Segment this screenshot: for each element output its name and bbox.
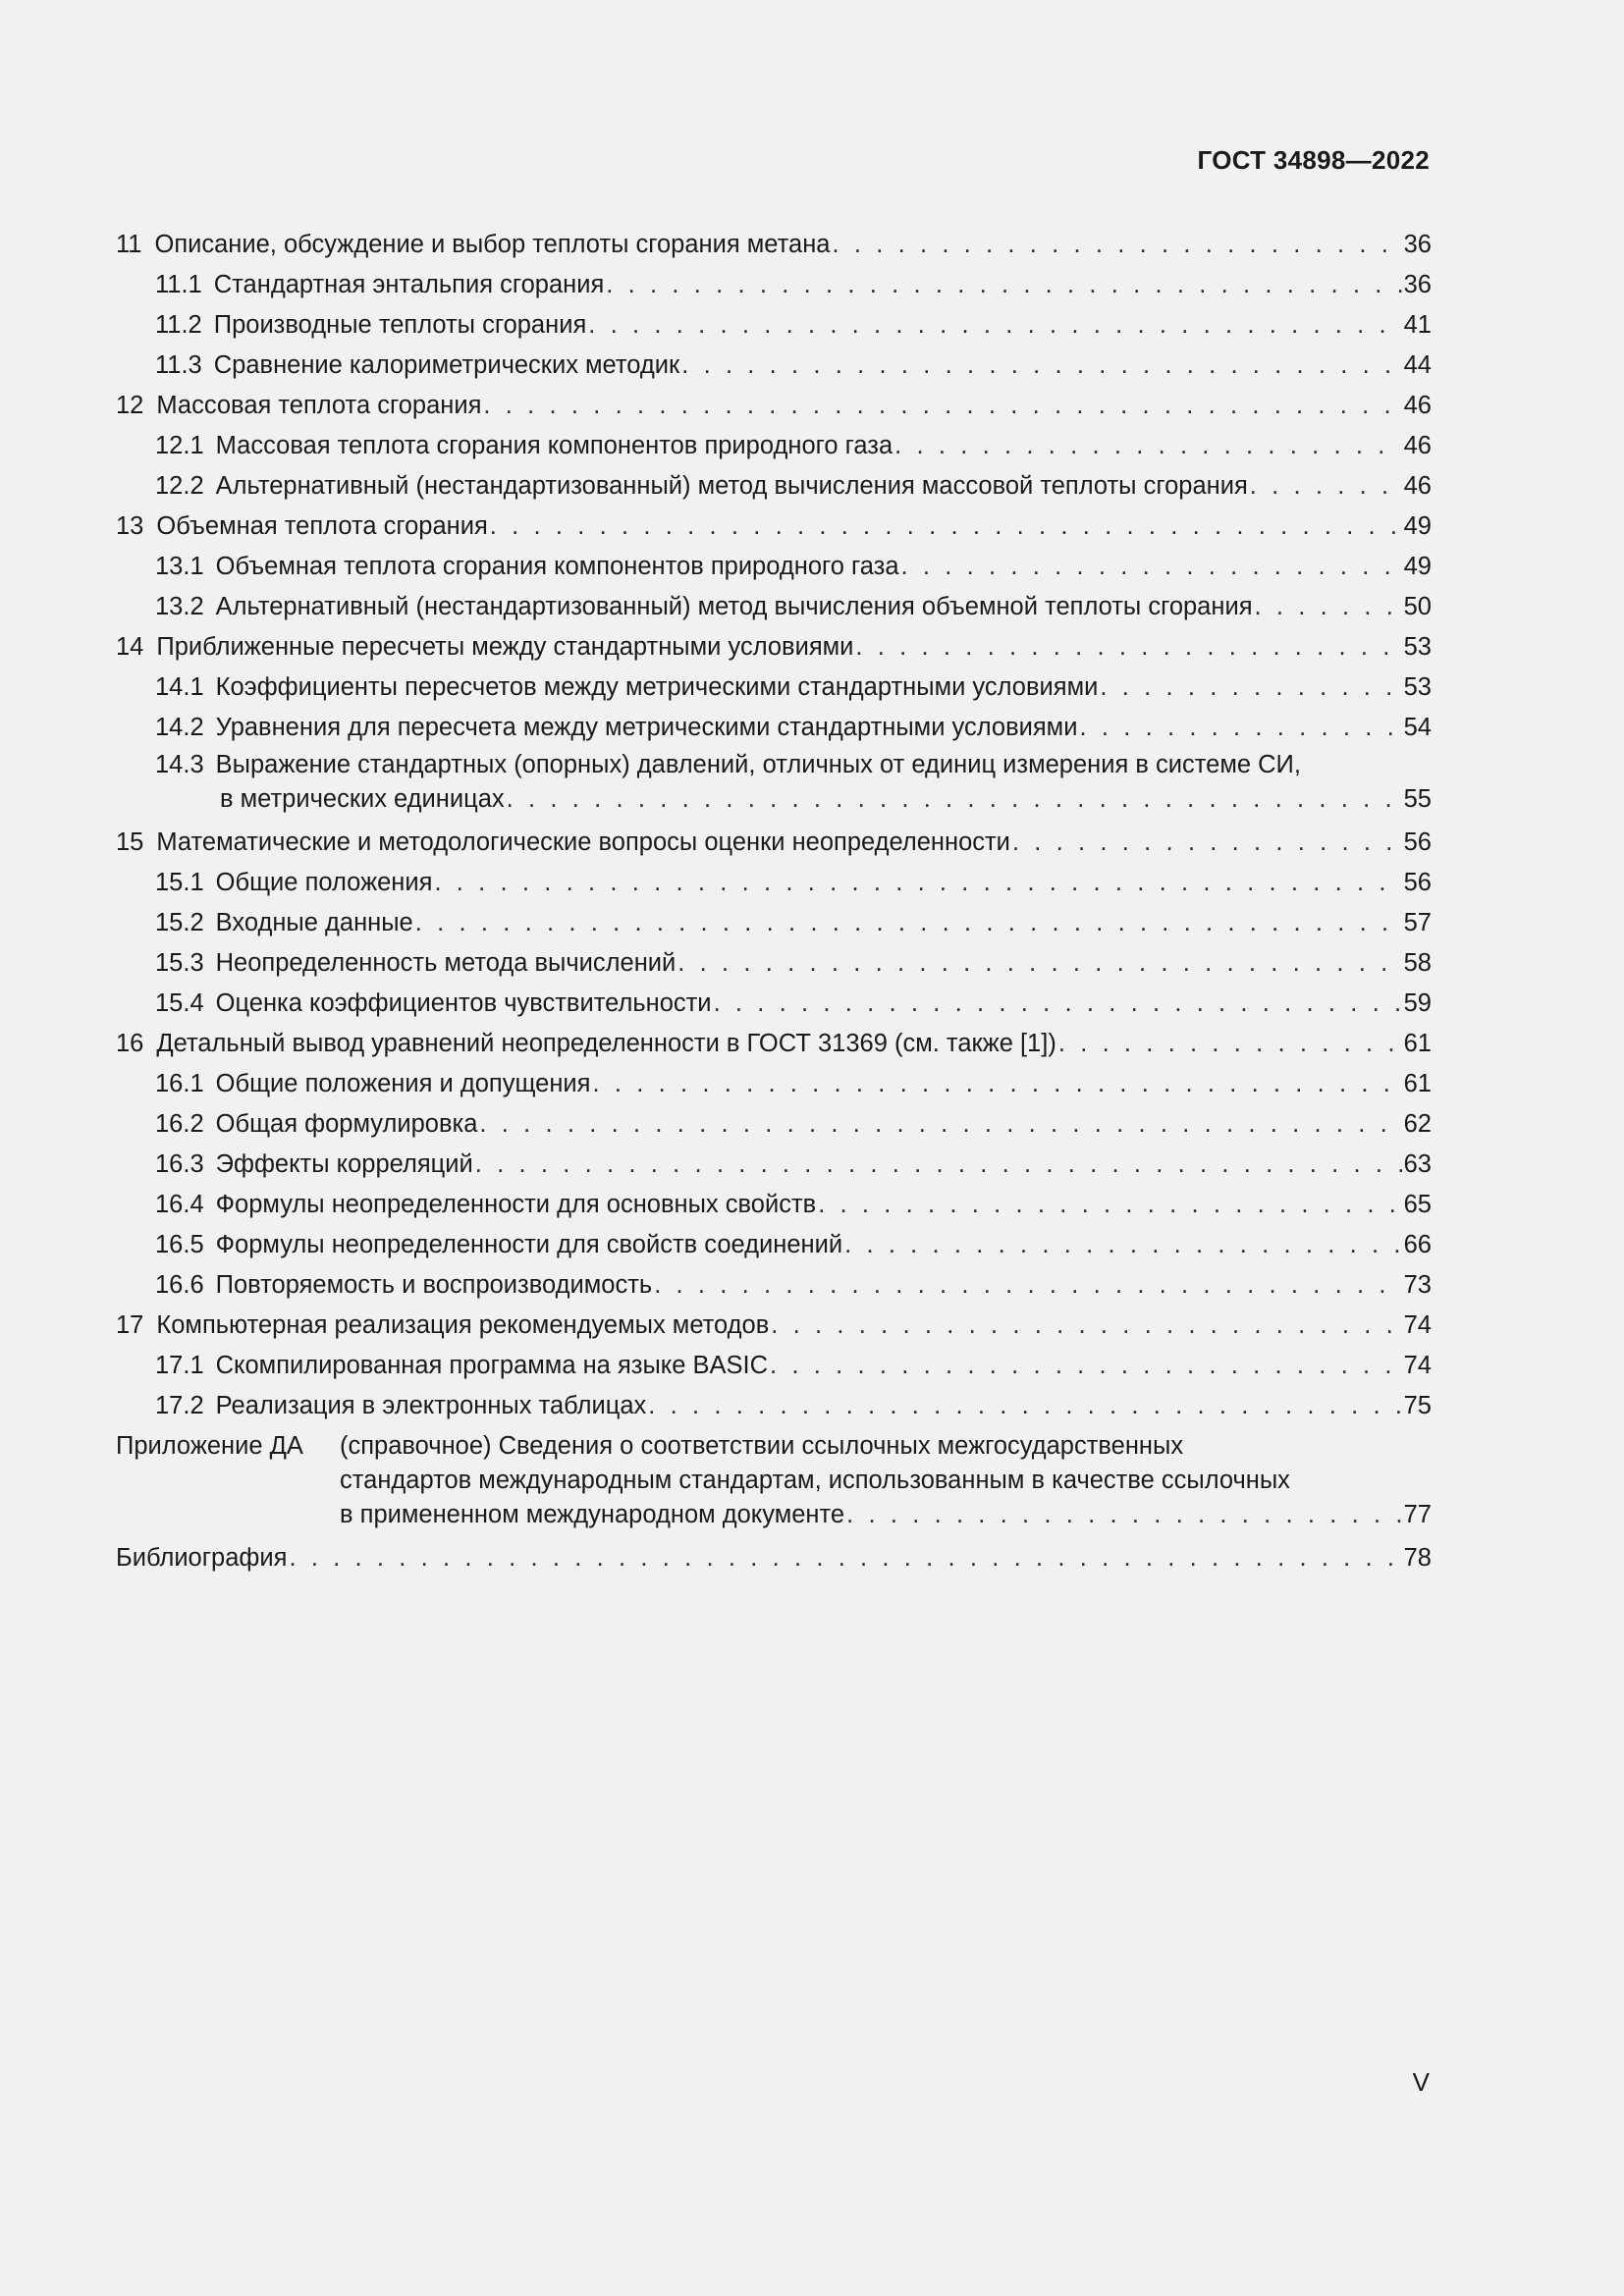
toc-dot-leader	[832, 225, 1401, 265]
toc-entry-page: 49	[1403, 553, 1432, 580]
toc-dot-leader	[507, 782, 1402, 817]
toc-entry-page: 63	[1403, 1150, 1432, 1178]
toc-dot-leader	[289, 1538, 1401, 1578]
toc-entry-13-2[interactable]	[116, 587, 1432, 627]
toc-entry-15-3[interactable]	[116, 943, 1432, 984]
page-number: V	[1412, 2067, 1430, 2097]
toc-entry-number: 11	[116, 231, 142, 258]
toc-entry-page: 53	[1403, 673, 1432, 701]
toc-entry-title: Коэффициенты пересчетов между метрическими стандартными условиями	[215, 673, 1099, 701]
toc-dot-leader	[483, 386, 1401, 426]
toc-entry-15[interactable]	[116, 823, 1432, 863]
toc-entry-11-3[interactable]	[116, 346, 1432, 386]
toc-entry-title: Оценка коэффициентов чувствительности	[215, 989, 712, 1017]
toc-entry-number: 15.4	[155, 989, 204, 1017]
toc-entry-14-1[interactable]	[116, 667, 1432, 708]
toc-entry-number: 11.2	[155, 311, 202, 339]
toc-entry-17-1[interactable]	[116, 1346, 1432, 1386]
toc-entry-number: 14.1	[155, 673, 204, 701]
appendix-label: Приложение ДА	[116, 1432, 303, 1460]
toc-entry-number: 16.2	[155, 1110, 204, 1138]
toc-dot-leader	[1250, 466, 1402, 507]
toc-entry-number: 16.1	[155, 1070, 204, 1097]
toc-entry-number: 12.1	[155, 432, 204, 459]
toc-entry-16-6[interactable]	[116, 1265, 1432, 1306]
toc-entry-number: 12	[116, 392, 144, 419]
toc-entry-page: 78	[1403, 1544, 1432, 1572]
toc-entry-title: Компьютерная реализация рекомендуемых методов	[156, 1311, 770, 1339]
toc-entry-number: 14.2	[155, 714, 204, 741]
toc-entry-number: 17.2	[155, 1392, 204, 1419]
toc-section-1	[116, 225, 1432, 748]
toc-dot-leader	[681, 346, 1401, 386]
toc-entry-page: 53	[1403, 633, 1432, 661]
toc-entry-page: 36	[1403, 271, 1432, 298]
toc-entry-number: 11.1	[155, 271, 202, 298]
toc-dot-leader	[490, 507, 1402, 547]
toc-dot-leader	[434, 863, 1401, 903]
toc-entry-page: 61	[1403, 1070, 1432, 1097]
toc-entry-17[interactable]	[116, 1306, 1432, 1346]
toc-entry-page: 62	[1403, 1110, 1432, 1138]
toc-entry-16-2[interactable]	[116, 1104, 1432, 1145]
toc-entry-title: Общие положения и допущения	[215, 1070, 591, 1097]
toc-entry-number: 17.1	[155, 1352, 204, 1379]
toc-entry-16-3[interactable]	[116, 1145, 1432, 1185]
toc-dot-leader	[475, 1145, 1402, 1185]
toc-entry-12[interactable]	[116, 386, 1432, 426]
toc-entry-page: 36	[1403, 231, 1432, 258]
toc-entry-number: 14	[116, 633, 144, 661]
toc-entry-title: Производные теплоты сгорания	[213, 311, 587, 339]
toc-entry-17-2[interactable]	[116, 1386, 1432, 1426]
toc-entry-page: 66	[1403, 1231, 1432, 1258]
toc-entry-page: 46	[1403, 392, 1432, 419]
toc-entry-title: Описание, обсуждение и выбор теплоты сгорания метана	[154, 231, 831, 258]
toc-entry-11-1[interactable]	[116, 265, 1432, 305]
toc-entry-page: 49	[1403, 512, 1432, 540]
table-of-contents	[116, 225, 1432, 1578]
toc-entry-title: Общие положения	[215, 869, 433, 896]
toc-entry-appendix[interactable]	[116, 1429, 1432, 1532]
toc-entry-title: Реализация в электронных таблицах	[215, 1392, 647, 1419]
toc-dot-leader	[1012, 823, 1402, 863]
toc-dot-leader	[894, 426, 1401, 466]
toc-entry-13[interactable]	[116, 507, 1432, 547]
toc-entry-number: 13	[116, 512, 144, 540]
toc-entry-11[interactable]	[116, 225, 1432, 265]
toc-entry-page: 56	[1403, 869, 1432, 896]
toc-dot-leader	[479, 1104, 1401, 1145]
toc-entry-number: 15.2	[155, 909, 204, 936]
toc-entry-page: 61	[1403, 1030, 1432, 1057]
toc-dot-leader	[606, 265, 1401, 305]
toc-entry-title: Приближенные пересчеты между стандартными условиями	[156, 633, 854, 661]
toc-entry-title: Уравнения для пересчета между метрическими стандартными условиями	[215, 714, 1078, 741]
toc-dot-leader	[1079, 708, 1401, 748]
toc-entry-number: 17	[116, 1311, 144, 1339]
toc-dot-leader	[901, 547, 1402, 587]
toc-dot-leader	[592, 1064, 1401, 1104]
toc-entry-number: 14.3	[155, 751, 204, 778]
toc-entry-14-3[interactable]	[116, 748, 1432, 817]
toc-dot-leader	[771, 1306, 1401, 1346]
toc-entry-number: 15	[116, 828, 144, 856]
toc-entry-page: 54	[1403, 714, 1432, 741]
toc-entry-title: Объемная теплота сгорания компонентов природного газа	[215, 553, 899, 580]
toc-entry-15-2[interactable]	[116, 903, 1432, 943]
appendix-title-line2: стандартов международным стандартам, использованным в качестве ссылочных	[340, 1467, 1290, 1494]
toc-entry-title: Скомпилированная программа на языке BASIC	[215, 1352, 769, 1379]
toc-dot-leader	[770, 1346, 1402, 1386]
toc-entry-title: Формулы неопределенности для свойств соединений	[215, 1231, 843, 1258]
toc-entry-16-1[interactable]	[116, 1064, 1432, 1104]
toc-entry-page: 73	[1403, 1271, 1432, 1299]
toc-dot-leader	[1058, 1024, 1402, 1064]
toc-dot-leader	[654, 1265, 1401, 1306]
document-code-header: ГОСТ 34898—2022	[1197, 145, 1430, 175]
toc-entry-title: Входные данные	[215, 909, 413, 936]
toc-entry-title: Библиография	[116, 1544, 288, 1572]
toc-dot-leader	[1100, 667, 1401, 708]
toc-entry-16-4[interactable]	[116, 1185, 1432, 1225]
toc-entry-title: Альтернативный (нестандартизованный) метод вычисления объемной теплоты сгорания	[215, 593, 1253, 620]
toc-entry-title: Сравнение калориметрических методик	[213, 351, 680, 379]
toc-entry-page: 74	[1403, 1311, 1432, 1339]
toc-entry-page: 50	[1403, 593, 1432, 620]
toc-entry-13-1[interactable]	[116, 547, 1432, 587]
appendix-title-line3: в примененном международном документе	[340, 1501, 845, 1528]
toc-entry-page: 74	[1403, 1352, 1432, 1379]
toc-entry-title: Повторяемость и воспроизводимость	[215, 1271, 653, 1299]
toc-entry-11-2[interactable]	[116, 305, 1432, 346]
toc-entry-number: 16.5	[155, 1231, 204, 1258]
toc-entry-page: 75	[1403, 1392, 1432, 1419]
toc-entry-title: Формулы неопределенности для основных свойств	[215, 1191, 817, 1218]
toc-entry-page: 46	[1403, 472, 1432, 500]
toc-entry-number: 13.1	[155, 553, 204, 580]
toc-entry-page: 55	[1403, 785, 1432, 813]
toc-section-2	[116, 823, 1432, 1426]
toc-dot-leader	[588, 305, 1401, 346]
toc-entry-title: Детальный вывод уравнений неопределенности в ГОСТ 31369 (см. также [1])	[156, 1030, 1056, 1057]
toc-entry-title: Выражение стандартных (опорных) давлений, отличных от единиц измерения в системе СИ,	[215, 751, 1301, 778]
toc-dot-leader	[415, 903, 1402, 943]
toc-entry-title: Математические и методологические вопросы оценки неопределенности	[156, 828, 1010, 856]
toc-dot-leader	[714, 984, 1402, 1024]
toc-entry-number: 15.3	[155, 949, 204, 977]
toc-entry-page: 59	[1403, 989, 1432, 1017]
toc-entry-number: 13.2	[155, 593, 204, 620]
toc-entry-12-1[interactable]	[116, 426, 1432, 466]
toc-entry-16[interactable]	[116, 1024, 1432, 1064]
toc-entry-number: 16.6	[155, 1271, 204, 1299]
toc-entry-title: Объемная теплота сгорания	[156, 512, 488, 540]
toc-entry-number: 12.2	[155, 472, 204, 500]
toc-entry-15-1[interactable]	[116, 863, 1432, 903]
toc-dot-leader	[1255, 587, 1402, 627]
toc-entry-number: 15.1	[155, 869, 204, 896]
toc-dot-leader	[648, 1386, 1401, 1426]
toc-entry-14[interactable]	[116, 627, 1432, 667]
toc-dot-leader	[855, 627, 1401, 667]
toc-dot-leader	[846, 1498, 1402, 1532]
toc-entry-title: Общая формулировка	[215, 1110, 478, 1138]
toc-dot-leader	[844, 1225, 1402, 1265]
toc-entry-title: Массовая теплота сгорания компонентов природного газа	[215, 432, 893, 459]
toc-entry-number: 16	[116, 1030, 144, 1057]
toc-entry-title: Стандартная энтальпия сгорания	[213, 271, 605, 298]
toc-entry-16-5[interactable]	[116, 1225, 1432, 1265]
toc-entry-14-2[interactable]	[116, 708, 1432, 748]
toc-entry-page: 41	[1403, 311, 1432, 339]
toc-entry-page: 58	[1403, 949, 1432, 977]
toc-entry-number: 16.3	[155, 1150, 204, 1178]
toc-entry-bibliography[interactable]	[116, 1538, 1432, 1578]
toc-entry-title-continued: в метрических единицах	[220, 785, 505, 813]
toc-entry-number: 11.3	[155, 351, 202, 379]
toc-dot-leader	[818, 1185, 1401, 1225]
toc-entry-page: 44	[1403, 351, 1432, 379]
toc-entry-title: Неопределенность метода вычислений	[215, 949, 677, 977]
toc-entry-title: Массовая теплота сгорания	[156, 392, 482, 419]
toc-entry-page: 57	[1403, 909, 1432, 936]
toc-entry-page: 46	[1403, 432, 1432, 459]
toc-entry-title: Эффекты корреляций	[215, 1150, 473, 1178]
toc-dot-leader	[677, 943, 1401, 984]
toc-entry-page: 77	[1403, 1501, 1432, 1528]
toc-entry-15-4[interactable]	[116, 984, 1432, 1024]
appendix-title-line1: (справочное) Сведения о соответствии ссылочных межгосударственных	[340, 1432, 1184, 1460]
toc-entry-12-2[interactable]	[116, 466, 1432, 507]
toc-entry-number: 16.4	[155, 1191, 204, 1218]
toc-entry-page: 65	[1403, 1191, 1432, 1218]
toc-entry-title: Альтернативный (нестандартизованный) метод вычисления массовой теплоты сгорания	[215, 472, 1248, 500]
toc-entry-page: 56	[1403, 828, 1432, 856]
